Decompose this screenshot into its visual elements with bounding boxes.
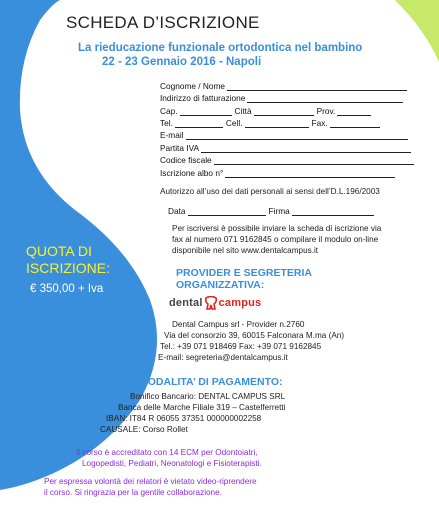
- quota-label-line2: ISCRIZIONE:: [26, 260, 111, 276]
- payment-line1: Bonifico Bancario: DENTAL CAMPUS SRL: [130, 392, 286, 401]
- data-field[interactable]: [188, 207, 266, 216]
- page-title: SCHEDA D’ISCRIZIONE: [66, 13, 260, 32]
- payment-line2: Banca delle Marche Filiale 319 – Castelferretti: [118, 403, 286, 412]
- citta-label: Città: [234, 106, 252, 116]
- course-date: 22 - 23 Gennaio 2016 - Napoli: [102, 56, 262, 68]
- email-row: [160, 130, 411, 140]
- tel-row: [160, 118, 383, 128]
- partita-iva-field[interactable]: [201, 144, 411, 153]
- codice-fiscale-field[interactable]: [214, 156, 414, 165]
- quota-label-line1: QUOTA DI: [26, 243, 92, 259]
- cap-label: Cap.: [160, 106, 178, 116]
- payment-iban: IBAN: IT84 R 06055 37351 000000002258: [106, 414, 262, 423]
- fax-label: Fax.: [311, 118, 328, 128]
- albo-field[interactable]: [225, 169, 395, 178]
- video-note-line2: il corso. Si ringrazia per la gentile collaborazione.: [44, 488, 222, 497]
- quota-price: € 350,00 + Iva: [30, 283, 104, 295]
- cognome-nome-row: [160, 81, 410, 91]
- provider-heading-line2: ORGANIZZATIVA:: [176, 279, 265, 291]
- prov-label: Prov.: [316, 106, 336, 116]
- provider-line1: Dental Campus srl - Provider n.2760: [172, 320, 305, 329]
- instructions-line1: Per iscriversi è possibile inviare la scheda di iscrizione via: [172, 224, 382, 233]
- citta-field[interactable]: [254, 107, 314, 116]
- provider-heading-line1: PROVIDER E SEGRETERIA: [176, 267, 312, 279]
- cell-field[interactable]: [245, 119, 309, 128]
- cognome-nome-label: Cognome / Nome: [160, 81, 226, 91]
- albo-row: [160, 168, 398, 178]
- payment-heading: MODALITA’ DI PAGAMENTO:: [139, 376, 283, 388]
- firma-field[interactable]: [292, 207, 374, 216]
- corner-accent: [395, 0, 439, 62]
- tel-label: Tel.: [160, 118, 173, 128]
- firma-label: Firma: [268, 206, 290, 216]
- dental-campus-logo: [169, 296, 261, 310]
- video-note-line1: Per espressa volontà dei relatori è vietato video-riprendere: [44, 477, 257, 486]
- cap-row: [160, 106, 374, 116]
- tooth-logo-icon: [204, 296, 218, 310]
- partita-iva-row: [160, 143, 414, 153]
- ecm-note-line1: Il corso è accreditato con 14 ECM per Odontoiatri,: [76, 448, 258, 457]
- data-firma-row: [168, 206, 377, 216]
- cap-field[interactable]: [180, 107, 232, 116]
- data-label: Data: [168, 206, 186, 216]
- instructions-line3: disponibile nel sito www.dentalcampus.it: [172, 246, 319, 255]
- logo-text-dental: dental: [169, 297, 203, 309]
- privacy-consent: Autorizzo all’uso dei dati personali ai sensi dell’D.L.196/2003: [160, 187, 380, 196]
- course-title: La rieducazione funzionale ortodontica nel bambino: [78, 42, 363, 54]
- codice-fiscale-label: Codice fiscale: [160, 155, 212, 165]
- cognome-nome-field[interactable]: [227, 82, 407, 91]
- logo-text-campus: campus: [218, 297, 262, 309]
- instructions-line2: fax al numero 071 9162845 o compilare il modulo on-line: [172, 235, 379, 244]
- fax-field[interactable]: [330, 119, 380, 128]
- indirizzo-row: [160, 93, 406, 103]
- indirizzo-label: Indirizzo di fatturazione: [160, 93, 246, 103]
- email-field[interactable]: [186, 131, 408, 140]
- provider-line2: Via del consorzio 39, 60015 Falconara M.ma (An): [164, 331, 345, 340]
- cell-label: Cell.: [225, 118, 243, 128]
- indirizzo-field[interactable]: [247, 94, 403, 103]
- ecm-note-line2: Logopedisti, Pediatri, Neonatologi e Fisioterapisti.: [82, 459, 262, 468]
- provider-email: E-mail: segreteria@dentalcampus.it: [158, 353, 288, 362]
- email-label: E-mail: [160, 130, 184, 140]
- provider-line3: Tel.: +39 071 918469 Fax: +39 071 9162845: [160, 342, 322, 351]
- tel-field[interactable]: [175, 119, 223, 128]
- prov-field[interactable]: [337, 107, 371, 116]
- payment-causale: CAUSALE: Corso Rollet: [100, 425, 188, 434]
- albo-label: Iscrizione albo n°: [160, 168, 224, 178]
- partita-iva-label: Partita IVA: [160, 143, 200, 153]
- codice-fiscale-row: [160, 155, 417, 165]
